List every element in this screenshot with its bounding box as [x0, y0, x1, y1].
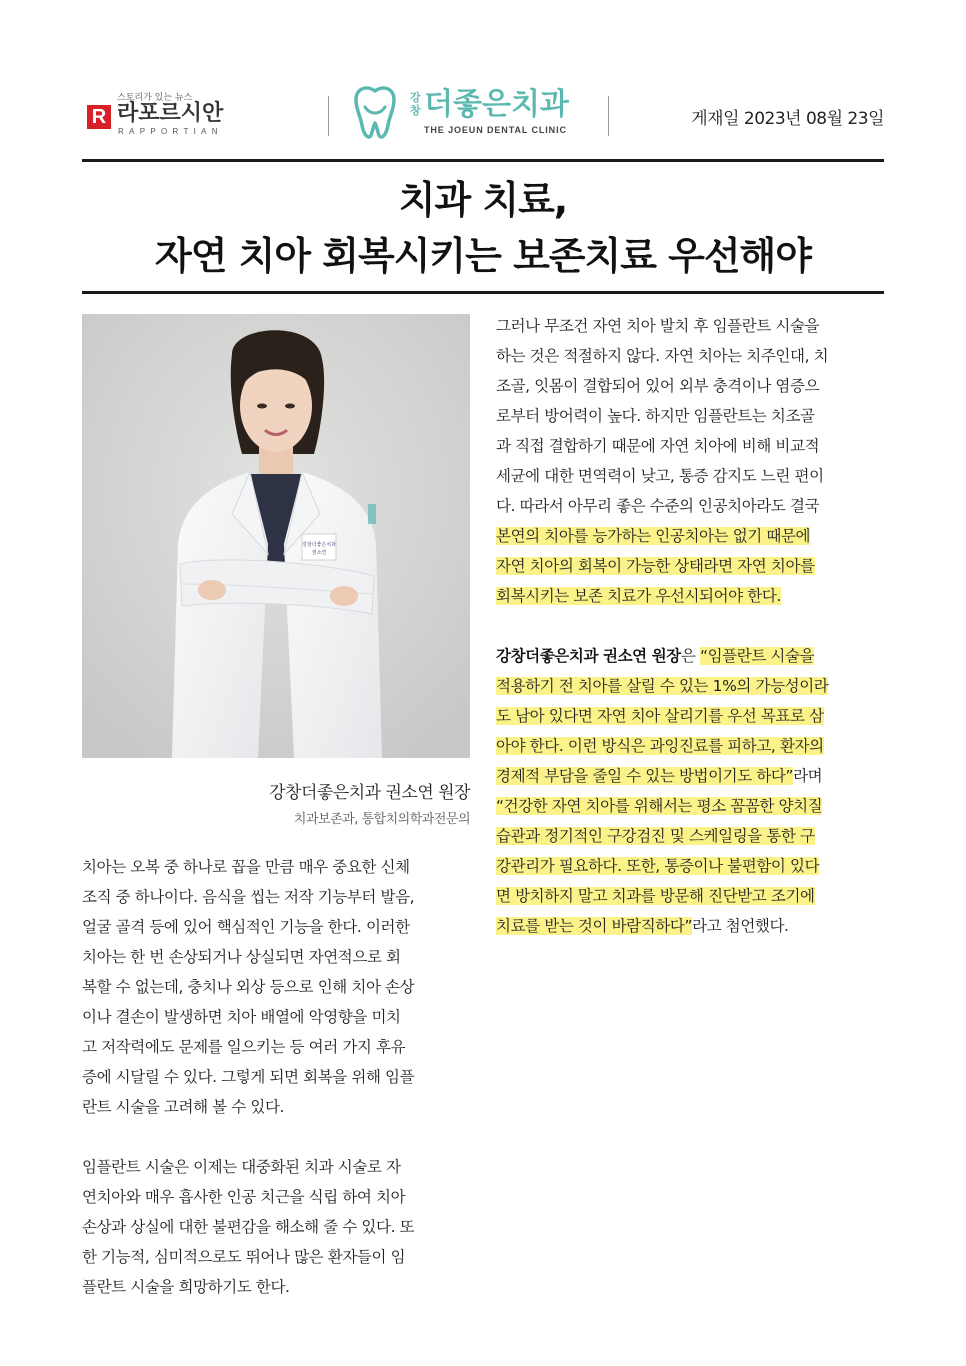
text-line: 그러나 무조건 자연 치아 발치 후 임플란트 시술을	[496, 317, 820, 335]
quote-highlight: 습관과 정기적인 구강검진 및 스케일링을 통한 구	[496, 827, 815, 845]
quote-highlight: 아야 한다. 이런 방식은 과잉진료를 피하고, 환자의	[496, 737, 824, 755]
right-paragraph-2	[496, 641, 886, 941]
text-line: 조골, 잇몸이 결합되어 있어 외부 충격이나 염증으	[496, 377, 820, 395]
rapportian-tagline: 스토리가 있는 뉴스	[117, 93, 193, 103]
coat-name-tag-clinic: 강창더좋은치과	[302, 542, 336, 548]
clinic-name-en: THE JOEUN DENTAL CLINIC	[424, 125, 567, 135]
text-line: 증에 시달릴 수 있다. 그렇게 되면 회복을 위해 임플	[82, 1068, 415, 1086]
quote-highlight: 면 방치하지 말고 치과를 방문해 진단받고 조기에	[496, 887, 815, 905]
text-line: 하는 것은 적절하지 않다. 자연 치아는 치주인대, 치	[496, 347, 829, 365]
text-line: 얼굴 골격 등에 있어 핵심적인 기능을 한다. 이러한	[82, 918, 410, 936]
rapportian-logo	[87, 88, 287, 138]
text-line	[496, 671, 886, 701]
text-line	[496, 731, 886, 761]
photo-caption-role: 치과보존과, 통합치의학과전문의	[293, 812, 470, 827]
publish-date: 게재일 2023년 08월 23일	[691, 109, 884, 129]
left-paragraph-1	[82, 852, 472, 1122]
text-run: 라고 첨언했다.	[692, 917, 789, 935]
quote-highlight: “임플란트 시술을	[699, 647, 815, 665]
text-line: 치아는 한 번 손상되거나 상실되면 자연적으로 회	[82, 948, 401, 966]
quote-highlight: 강관리가 필요하다. 또한, 통증이나 불편함이 있다	[496, 857, 820, 875]
text-line	[496, 911, 886, 941]
text-line	[496, 581, 886, 611]
title-line-1: 치과 치료,	[398, 178, 568, 222]
text-line: 란트 시술을 고려해 볼 수 있다.	[82, 1098, 285, 1116]
quote-highlight: 도 남아 있다면 자연 치아 살리기를 우선 목표로 삼	[496, 707, 824, 725]
left-column	[82, 852, 472, 1302]
highlighted-text: 본연의 치아를 능가하는 인공치아는 없기 때문에	[496, 527, 811, 545]
text-line: 세균에 대한 면역력이 낮고, 통증 감지도 느린 편이	[496, 467, 824, 485]
clinic-name: 더좋은치과	[424, 87, 569, 122]
clinic-location: 강창	[410, 91, 421, 117]
quote-highlight: “건강한 자연 치아를 위해서는 평소 꼼꼼한 양치질	[496, 797, 823, 815]
text-line	[496, 881, 886, 911]
clinic-logo	[352, 85, 602, 145]
right-paragraph-1	[496, 311, 886, 611]
doctor-portrait-illustration	[82, 314, 470, 758]
article-title	[82, 172, 884, 284]
text-line	[496, 851, 886, 881]
highlighted-text: 자연 치아의 회복이 가능한 상태라면 자연 치아를	[496, 557, 815, 575]
text-run: 은	[680, 647, 700, 665]
doctor-name-bold: 강창더좋은치과 권소연 원장	[496, 647, 681, 665]
masthead	[82, 80, 884, 150]
text-line	[496, 551, 886, 581]
text-line: 한 기능적, 심미적으로도 뛰어나 많은 환자들이 임	[82, 1248, 406, 1266]
text-line	[496, 821, 886, 851]
title-top-rule	[82, 159, 884, 162]
text-line: 이나 결손이 발생하면 치아 배열에 악영향을 미치	[82, 1008, 401, 1026]
text-line	[496, 521, 886, 551]
text-line: 로부터 방어력이 높다. 하지만 임플란트는 치조골	[496, 407, 815, 425]
text-line: 연치아와 매우 흡사한 인공 치근을 식립 하여 치아	[82, 1188, 406, 1206]
title-bottom-rule	[82, 291, 884, 294]
header-divider	[328, 96, 329, 136]
title-line-2: 자연 치아 회복시키는 보존치료 우선해야	[155, 234, 811, 278]
quote-highlight: 경제적 부담을 줄일 수 있는 방법이기도 하다”	[496, 767, 794, 785]
doctor-portrait-photo	[82, 314, 470, 758]
right-column	[496, 311, 886, 941]
quote-highlight: 치료를 받는 것이 바람직하다”	[496, 917, 693, 935]
text-line	[496, 701, 886, 731]
text-line	[496, 641, 886, 671]
text-run: 라며	[793, 767, 823, 785]
text-line	[496, 761, 886, 791]
text-line: 과 직접 결합하기 때문에 자연 치아에 비해 비교적	[496, 437, 820, 455]
left-paragraph-2	[82, 1152, 472, 1302]
text-line: 다. 따라서 아무리 좋은 수준의 인공치아라도 결국	[496, 497, 820, 515]
text-line: 임플란트 시술은 이제는 대중화된 치과 시술로 자	[82, 1158, 401, 1176]
text-line: 플란트 시술을 희망하기도 한다.	[82, 1278, 290, 1296]
header-divider	[608, 96, 609, 136]
text-line	[496, 791, 886, 821]
text-line: 복할 수 없는데, 충치나 외상 등으로 인해 치아 손상	[82, 978, 415, 996]
rapportian-r-badge: R	[87, 105, 111, 129]
text-line: 손상과 상실에 대한 불편감을 해소해 줄 수 있다. 또	[82, 1218, 415, 1236]
coat-name-tag-name: 권소연	[311, 550, 327, 556]
quote-highlight: 적용하기 전 치아를 살릴 수 있는 1%의 가능성이라	[496, 677, 829, 695]
rapportian-name: 라포르시안	[117, 101, 224, 126]
tooth-icon	[352, 85, 398, 141]
text-line: 조직 중 하나이다. 음식을 씹는 저작 기능부터 발음,	[82, 888, 415, 906]
photo-caption-name: 강창더좋은치과 권소연 원장	[269, 783, 470, 803]
highlighted-text: 회복시키는 보존 치료가 우선시되어야 한다.	[496, 587, 781, 605]
text-line: 고 저작력에도 문제를 일으키는 등 여러 가지 후유	[82, 1038, 406, 1056]
rapportian-name-en: RAPPORTIAN	[118, 127, 223, 136]
text-line: 치아는 오복 중 하나로 꼽을 만큼 매우 중요한 신체	[82, 858, 410, 876]
